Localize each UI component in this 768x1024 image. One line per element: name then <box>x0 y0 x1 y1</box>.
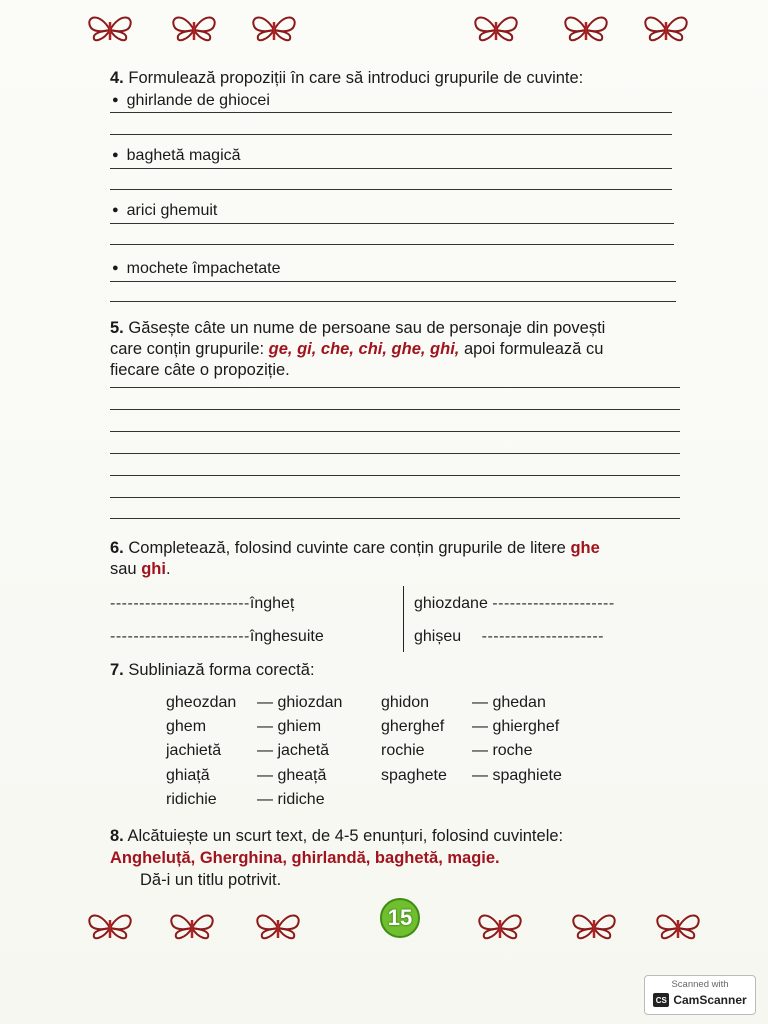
option-word[interactable]: ghem <box>166 718 207 735</box>
option-word[interactable] <box>257 791 325 809</box>
exercise-4-title <box>110 68 583 88</box>
option-word-text: jachetă <box>277 742 330 759</box>
exercise-text: sau <box>110 560 142 578</box>
letter-groups: ge, gi, che, chi, ghe, ghi, <box>268 340 460 358</box>
answer-line[interactable] <box>110 475 680 476</box>
answer-line[interactable] <box>110 189 672 190</box>
butterfly-icon <box>84 908 136 948</box>
blank-dashes[interactable]: ------------------------ <box>110 628 250 645</box>
option-word[interactable]: spaghete <box>381 767 447 784</box>
exercise-number: 5. <box>110 319 124 337</box>
option-word[interactable]: ghidon <box>381 694 430 711</box>
answer-line[interactable] <box>110 453 680 454</box>
option-word[interactable] <box>472 694 546 712</box>
dash: — <box>472 718 488 735</box>
answer-line[interactable] <box>110 244 674 245</box>
answer-line[interactable] <box>110 301 676 302</box>
butterfly-icon <box>248 10 300 50</box>
option-word-text: gheață <box>277 767 327 784</box>
dash: — <box>257 767 273 784</box>
fill-row-1-right <box>414 595 615 613</box>
option-word[interactable] <box>257 694 342 712</box>
exercise-5-line2 <box>110 339 603 359</box>
ex4-item-2: ● baghetă magică <box>112 147 241 165</box>
answer-line[interactable] <box>110 281 676 282</box>
answer-line[interactable] <box>110 223 674 224</box>
exercise-number: 8. <box>110 827 124 845</box>
answer-line[interactable] <box>110 112 672 113</box>
required-words: Angheluță, Gherghina, ghirlandă, baghetă, magie. <box>110 849 500 867</box>
word-to-complete: ghișeu <box>414 628 462 645</box>
option-word[interactable] <box>472 767 562 785</box>
exercise-text: Subliniază forma corectă: <box>128 661 315 679</box>
option-word[interactable] <box>472 742 532 760</box>
butterfly-icon <box>470 10 522 50</box>
fill-row-2-right <box>414 628 604 646</box>
exercise-8-line3: Dă-i un titlu potrivit. <box>140 871 282 889</box>
butterfly-icon <box>166 908 218 948</box>
answer-line[interactable] <box>110 431 680 432</box>
option-word-text: ghiozdan <box>277 694 343 711</box>
answer-line[interactable] <box>110 518 680 519</box>
butterfly-icon <box>640 10 692 50</box>
exercise-text: Găsește câte un nume de persoane sau de personaje din povești <box>128 319 606 337</box>
exercise-text: care conțin grupurile: <box>110 340 269 358</box>
option-word[interactable] <box>257 767 326 785</box>
exercise-5-title <box>110 318 605 338</box>
exercise-6-line2 <box>110 559 171 579</box>
page-number: 15 <box>380 898 420 938</box>
exercise-8-title <box>110 826 563 846</box>
dash: — <box>257 694 273 711</box>
option-word-text: roche <box>492 742 533 759</box>
dash: — <box>472 742 488 759</box>
exercise-number: 4. <box>110 69 124 87</box>
exercise-text: Formulează propoziții în care să introduci grupurile de cuvinte: <box>128 69 584 87</box>
exercise-7-title <box>110 660 315 680</box>
option-word[interactable] <box>257 742 329 760</box>
butterfly-icon <box>168 10 220 50</box>
scanner-brand <box>645 993 755 1007</box>
letter-group: ghe <box>570 539 600 557</box>
ex4-item-4: ● mochete împachetate <box>112 260 281 278</box>
exercise-text: Alcătuiește un scurt text, de 4-5 enunțuri, folosind cuvintele: <box>127 827 564 845</box>
answer-line[interactable] <box>110 497 680 498</box>
fill-row-1-left <box>110 595 294 613</box>
exercise-6-title <box>110 538 600 558</box>
fill-row-2-left <box>110 628 324 646</box>
option-word[interactable]: gheozdan <box>166 694 237 711</box>
ex4-item-1: ● ghirlande de ghiocei <box>112 92 270 110</box>
option-word-text: ghiem <box>277 718 322 735</box>
dash: — <box>472 767 488 784</box>
blank-dashes[interactable]: --------------------- <box>492 595 615 612</box>
scanner-name: CamScanner <box>673 993 747 1007</box>
dash: — <box>257 718 273 735</box>
option-word[interactable]: rochie <box>381 742 425 759</box>
exercise-number: 7. <box>110 661 124 679</box>
option-word-text: spaghiete <box>492 767 562 784</box>
exercise-text: apoi formulează cu <box>459 340 604 358</box>
option-word[interactable]: gherghef <box>381 718 445 735</box>
option-word[interactable]: ghiață <box>166 767 210 784</box>
exercise-8-words <box>110 848 500 868</box>
butterfly-icon <box>84 10 136 50</box>
butterfly-icon <box>474 908 526 948</box>
butterfly-icon <box>568 908 620 948</box>
answer-line[interactable] <box>110 409 680 410</box>
butterfly-icon <box>560 10 612 50</box>
dash: — <box>257 742 273 759</box>
letter-group: ghi <box>141 560 166 578</box>
option-word-text: ghierghef <box>492 718 560 735</box>
scanner-watermark <box>644 975 756 1015</box>
option-word[interactable]: ridichie <box>166 791 217 808</box>
blank-dashes[interactable]: ------------------------ <box>110 595 250 612</box>
option-word[interactable]: jachietă <box>166 742 222 759</box>
dash: — <box>472 694 488 711</box>
word-to-complete: îngheț <box>249 595 295 612</box>
camscanner-logo-icon: CS <box>653 993 669 1007</box>
option-word-text: ghedan <box>492 694 546 711</box>
word-to-complete: ghiozdane <box>414 595 488 612</box>
blank-dashes[interactable]: --------------------- <box>481 628 604 645</box>
answer-line[interactable] <box>110 168 672 169</box>
option-word[interactable] <box>257 718 321 736</box>
option-word-text: ridiche <box>277 791 325 808</box>
exercise-text: . <box>165 560 171 578</box>
column-divider <box>403 586 404 652</box>
ex4-item-3: ● arici ghemuit <box>112 202 217 220</box>
exercise-5-line3: fiecare câte o propoziție. <box>110 361 290 379</box>
word-to-complete: înghesuite <box>249 628 324 645</box>
butterfly-icon <box>652 908 704 948</box>
dash: — <box>257 791 273 808</box>
butterfly-icon <box>252 908 304 948</box>
scanner-caption: Scanned with <box>671 979 729 990</box>
answer-line[interactable] <box>110 134 672 135</box>
answer-line[interactable] <box>110 387 680 388</box>
exercise-number: 6. <box>110 539 124 557</box>
exercise-text: Completează, folosind cuvinte care conțin grupurile de litere <box>128 539 571 557</box>
option-word[interactable] <box>472 718 559 736</box>
